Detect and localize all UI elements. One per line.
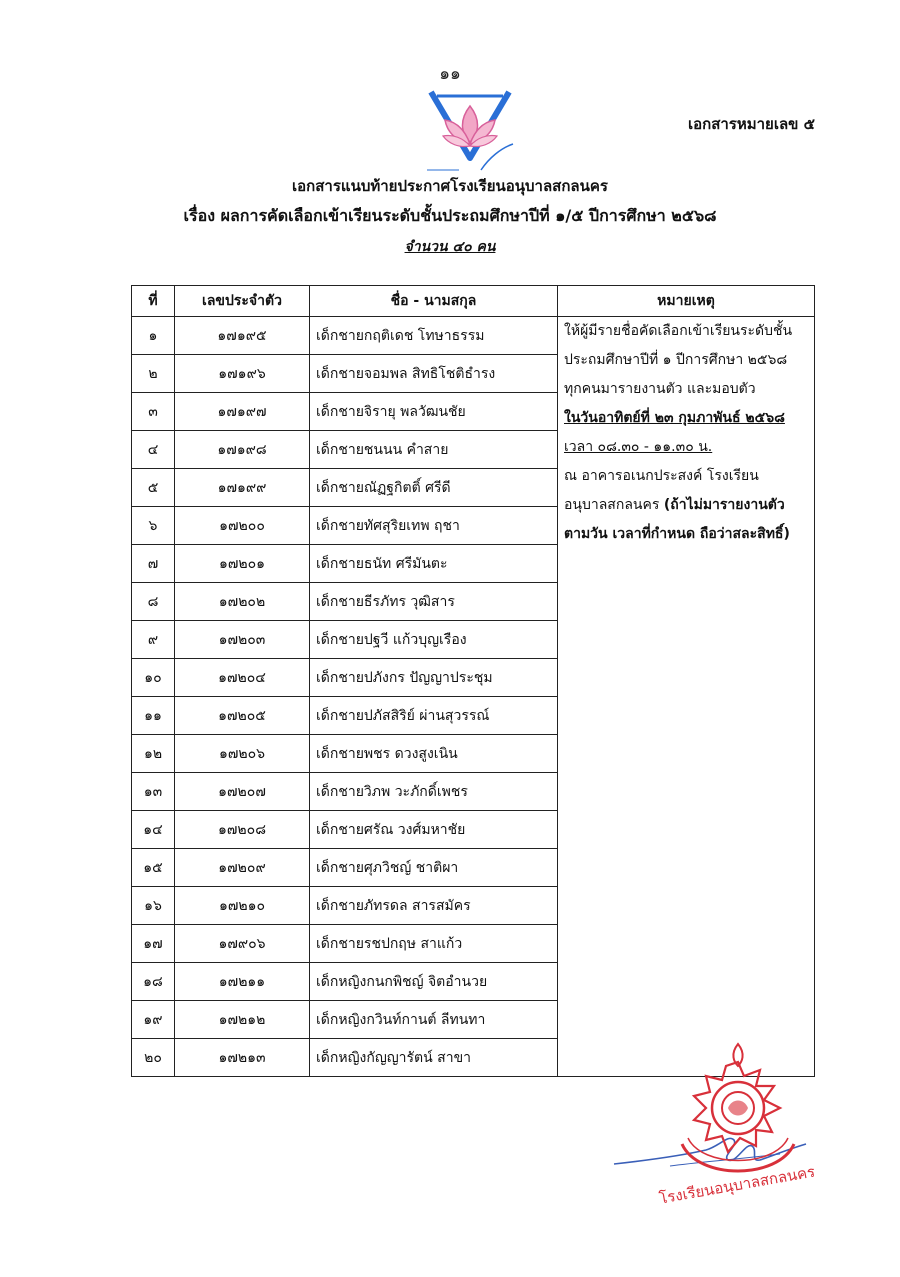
svg-text:โรงเรียนอนุบาลสกลนคร: โรงเรียนอนุบาลสกลนคร bbox=[657, 1162, 817, 1208]
column-header-name: ชื่อ - นามสกุล bbox=[310, 286, 558, 317]
student-name: เด็กชายรชปกฤษ สาแก้ว bbox=[310, 925, 558, 963]
student-id: ๑๗๒๐๐ bbox=[175, 507, 310, 545]
student-name: เด็กชายพชร ดวงสูงเนิน bbox=[310, 735, 558, 773]
student-name: เด็กชายธนัท ศรีมันตะ bbox=[310, 545, 558, 583]
row-number: ๑๕ bbox=[132, 849, 175, 887]
student-name: เด็กหญิงกัญญารัตน์ สาขา bbox=[310, 1039, 558, 1077]
student-id: ๑๗๒๐๓ bbox=[175, 621, 310, 659]
student-id: ๑๗๙๐๖ bbox=[175, 925, 310, 963]
announcement-title: เอกสารแนบท้ายประกาศโรงเรียนอนุบาลสกลนคร bbox=[292, 177, 608, 195]
row-number: ๑๙ bbox=[132, 1001, 175, 1039]
document-number: เอกสารหมายเลข ๕ bbox=[688, 115, 815, 133]
row-number: ๓ bbox=[132, 393, 175, 431]
remark-warning: (ถ้าไม่มารายงานตัว bbox=[663, 497, 785, 513]
row-number: ๘ bbox=[132, 583, 175, 621]
page-number: ๑๑ bbox=[439, 64, 461, 84]
student-id: ๑๗๑๙๕ bbox=[175, 317, 310, 355]
student-name: เด็กชายปฐวี แก้วบุญเรือง bbox=[310, 621, 558, 659]
student-id: ๑๗๒๐๒ bbox=[175, 583, 310, 621]
table-row bbox=[132, 317, 815, 355]
row-number: ๑๔ bbox=[132, 811, 175, 849]
row-number: ๑๐ bbox=[132, 659, 175, 697]
row-number: ๑๘ bbox=[132, 963, 175, 1001]
student-id: ๑๗๒๐๙ bbox=[175, 849, 310, 887]
student-name: เด็กชายปภังกร ปัญญาประชุม bbox=[310, 659, 558, 697]
school-seal-stamp-icon bbox=[657, 1040, 817, 1208]
student-count-text: จำนวน ๔๐ คน bbox=[404, 239, 496, 255]
student-name: เด็กชายจอมพล สิทธิโชติธำรง bbox=[310, 355, 558, 393]
column-header-no: ที่ bbox=[132, 286, 175, 317]
student-name: เด็กหญิงกนกพิชญ์ จิตอำนวย bbox=[310, 963, 558, 1001]
remark-cell bbox=[558, 317, 815, 1077]
remark-line: ประถมศึกษาปีที่ ๑ ปีการศึกษา ๒๕๖๘ bbox=[564, 352, 788, 368]
column-header-id: เลขประจำตัว bbox=[175, 286, 310, 317]
row-number: ๒ bbox=[132, 355, 175, 393]
row-number: ๑๓ bbox=[132, 773, 175, 811]
row-number: ๑๗ bbox=[132, 925, 175, 963]
remark-line: ทุกคนมารายงานตัว และมอบตัว bbox=[564, 381, 756, 397]
row-number: ๑ bbox=[132, 317, 175, 355]
student-id: ๑๗๒๐๗ bbox=[175, 773, 310, 811]
row-number: ๗ bbox=[132, 545, 175, 583]
student-name: เด็กชายปภัสสิริย์ ผ่านสุวรรณ์ bbox=[310, 697, 558, 735]
row-number: ๕ bbox=[132, 469, 175, 507]
student-name: เด็กชายธีรภัทร วุฒิสาร bbox=[310, 583, 558, 621]
student-id: ๑๗๑๙๘ bbox=[175, 431, 310, 469]
remark-line bbox=[564, 491, 808, 520]
student-roster-table bbox=[131, 285, 815, 1077]
remark-school-name: อนุบาลสกลนคร bbox=[564, 497, 664, 513]
student-name: เด็กชายศุภวิชญ์ ชาติผา bbox=[310, 849, 558, 887]
remark-line: ให้ผู้มีรายชื่อคัดเลือกเข้าเรียนระดับชั้น bbox=[564, 323, 793, 339]
remark-line: ณ อาคารอเนกประสงค์ โรงเรียน bbox=[564, 468, 759, 484]
column-header-remark: หมายเหตุ bbox=[558, 286, 815, 317]
row-number: ๖ bbox=[132, 507, 175, 545]
student-id: ๑๗๒๑๑ bbox=[175, 963, 310, 1001]
student-id: ๑๗๒๑๒ bbox=[175, 1001, 310, 1039]
student-id: ๑๗๑๙๗ bbox=[175, 393, 310, 431]
student-count bbox=[0, 236, 900, 258]
student-id: ๑๗๒๐๕ bbox=[175, 697, 310, 735]
student-name: เด็กชายกฤติเดช โทษาธรรม bbox=[310, 317, 558, 355]
student-name: เด็กชายศรัณ วงศ์มหาชัย bbox=[310, 811, 558, 849]
student-id: ๑๗๒๐๘ bbox=[175, 811, 310, 849]
student-name: เด็กชายจิรายุ พลวัฒนชัย bbox=[310, 393, 558, 431]
student-name: เด็กชายภัทรดล สารสมัคร bbox=[310, 887, 558, 925]
table-header-row bbox=[132, 286, 815, 317]
student-name: เด็กชายทัศสุริยเทพ ฤชา bbox=[310, 507, 558, 545]
row-number: ๔ bbox=[132, 431, 175, 469]
row-number: ๑๒ bbox=[132, 735, 175, 773]
student-name: เด็กหญิงกวินท์กานต์ ลีทนทา bbox=[310, 1001, 558, 1039]
student-id: ๑๗๑๙๖ bbox=[175, 355, 310, 393]
student-id: ๑๗๒๐๖ bbox=[175, 735, 310, 773]
student-id: ๑๗๒๑๐ bbox=[175, 887, 310, 925]
remark-time: เวลา ๐๘.๓๐ - ๑๑.๓๐ น. bbox=[564, 439, 713, 455]
student-name: เด็กชายณัฏฐกิตติ์ ศรีดี bbox=[310, 469, 558, 507]
row-number: ๙ bbox=[132, 621, 175, 659]
student-id: ๑๗๒๐๔ bbox=[175, 659, 310, 697]
student-id: ๑๗๒๐๑ bbox=[175, 545, 310, 583]
row-number: ๑๖ bbox=[132, 887, 175, 925]
row-number: ๑๑ bbox=[132, 697, 175, 735]
announcement-subject: เรื่อง ผลการคัดเลือกเข้าเรียนระดับชั้นประถมศึกษาปีที่ ๑/๕ ปีการศึกษา ๒๕๖๘ bbox=[183, 206, 717, 225]
remark-date: ในวันอาทิตย์ที่ ๒๓ กุมภาพันธ์ ๒๕๖๘ bbox=[564, 410, 785, 426]
student-id: ๑๗๒๑๓ bbox=[175, 1039, 310, 1077]
remark-warning-cont: ตามวัน เวลาที่กำหนด ถือว่าสละสิทธิ์) bbox=[564, 526, 790, 542]
school-lotus-logo-icon bbox=[423, 84, 518, 172]
student-id: ๑๗๑๙๙ bbox=[175, 469, 310, 507]
student-name: เด็กชายชนนน คำสาย bbox=[310, 431, 558, 469]
student-name: เด็กชายวิภพ วะภักดิ์เพชร bbox=[310, 773, 558, 811]
row-number: ๒๐ bbox=[132, 1039, 175, 1077]
